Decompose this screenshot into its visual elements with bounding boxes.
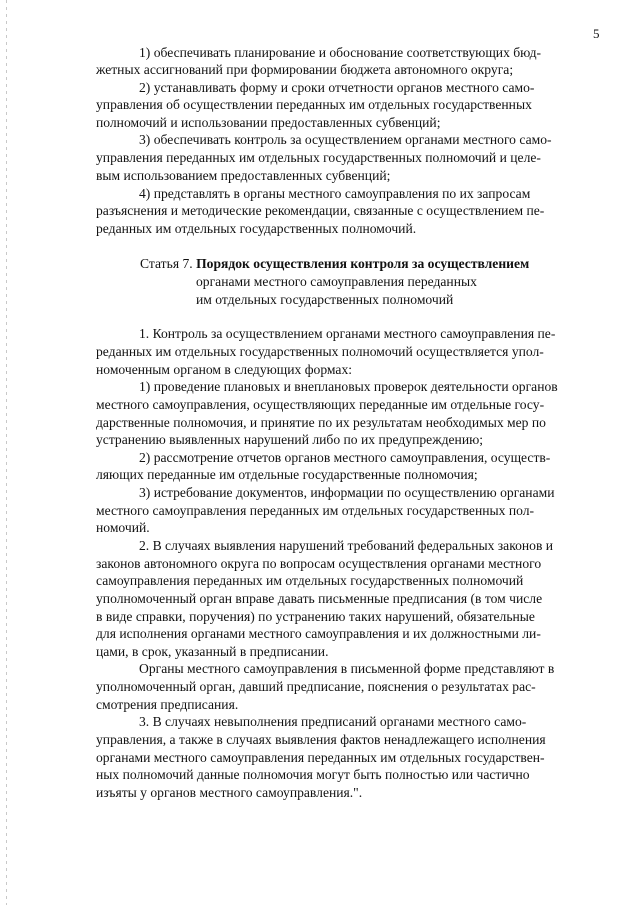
text-line: вым использованием предоставленных субвенций; bbox=[96, 168, 391, 183]
text-line: цами, в срок, указанный в предписании. bbox=[96, 644, 329, 659]
text-line: 1. Контроль за осуществлением органами местного самоуправления пе- bbox=[139, 326, 556, 341]
text-line: для исполнения органами местного самоуправления и их должностными ли- bbox=[96, 626, 541, 641]
text-line: местного самоуправления, осуществляющих переданные им отдельные госу- bbox=[96, 397, 545, 412]
text-line: 1) обеспечивать планирование и обоснование соответствующих бюд- bbox=[139, 45, 542, 60]
page-binding-edge bbox=[6, 0, 7, 905]
text-line: 2) устанавливать форму и сроки отчетности органов местного само- bbox=[139, 80, 535, 95]
text-line: 1) проведение плановых и внеплановых проверок деятельности органов bbox=[139, 379, 558, 394]
text-line: 4) представлять в органы местного самоуправления по их запросам bbox=[139, 186, 531, 201]
article-title: им отдельных государственных полномочий bbox=[196, 292, 454, 307]
text-line: управления переданных им отдельных государственных полномочий и целе- bbox=[96, 150, 541, 165]
text-line: полномочий и использовании предоставленных субвенций; bbox=[96, 115, 441, 130]
page-number: 5 bbox=[593, 26, 600, 41]
text-line: управления, а также в случаях выявления фактов ненадлежащего исполнения bbox=[96, 732, 546, 747]
text-line: ляющих переданные им отдельные государственные полномочия; bbox=[96, 467, 478, 482]
text-line: органами местного самоуправления переданных им отдельных государствен- bbox=[96, 750, 545, 765]
article-prefix: Статья 7. bbox=[140, 256, 193, 271]
article-title: органами местного самоуправления переданных bbox=[196, 274, 477, 289]
text-line: номоченным органом в следующих формах: bbox=[96, 362, 353, 377]
text-line: уполномоченный орган, давший предписание, пояснения о результатах рас- bbox=[96, 679, 536, 694]
text-line: законов автономного округа по вопросам осуществления органами местного bbox=[96, 556, 542, 571]
text-line: 2. В случаях выявления нарушений требований федеральных законов и bbox=[139, 538, 554, 553]
text-line: изъяты у органов местного самоуправления.". bbox=[96, 785, 363, 800]
text-line: ных полномочий данные полномочия могут быть полностью или частично bbox=[96, 767, 530, 782]
text-line: дарственные полномочия, и принятие по их результатам необходимых мер по bbox=[96, 415, 546, 430]
text-line: реданных им отдельных государственных полномочий осуществляется упол- bbox=[96, 344, 544, 359]
text-line: устранению выявленных нарушений либо по их предупреждению; bbox=[96, 432, 484, 447]
text-line: жетных ассигнований при формировании бюджета автономного округа; bbox=[96, 62, 514, 77]
text-line: смотрения предписания. bbox=[96, 697, 239, 712]
text-line: разъяснения и методические рекомендации, связанные с осуществлением пе- bbox=[96, 203, 545, 218]
text-line: управления об осуществлении переданных им отдельных государственных bbox=[96, 97, 532, 112]
text-line: реданных им отдельных государственных полномочий. bbox=[96, 221, 417, 236]
text-line: уполномоченный орган вправе давать письменные предписания (в том числе bbox=[96, 591, 543, 606]
text-line: 3) обеспечивать контроль за осуществлением органами местного само- bbox=[139, 132, 552, 147]
text-line: Органы местного самоуправления в письменной форме представляют в bbox=[139, 661, 555, 676]
text-line: номочий. bbox=[96, 520, 150, 535]
text-line: в виде справки, поручения) по устранению таких нарушений, обязательные bbox=[96, 609, 535, 624]
text-line: 2) рассмотрение отчетов органов местного самоуправления, осуществ- bbox=[139, 450, 551, 465]
text-line: 3) истребование документов, информации по осуществлению органами bbox=[139, 485, 555, 500]
text-line: 3. В случаях невыполнения предписаний органами местного само- bbox=[139, 714, 527, 729]
text-line: местного самоуправления переданных им отдельных государственных пол- bbox=[96, 503, 535, 518]
article-heading-line bbox=[140, 255, 529, 273]
text-line: самоуправления переданных им отдельных государственных полномочий bbox=[96, 573, 524, 588]
article-title: Порядок осуществления контроля за осуществлением bbox=[196, 256, 530, 271]
